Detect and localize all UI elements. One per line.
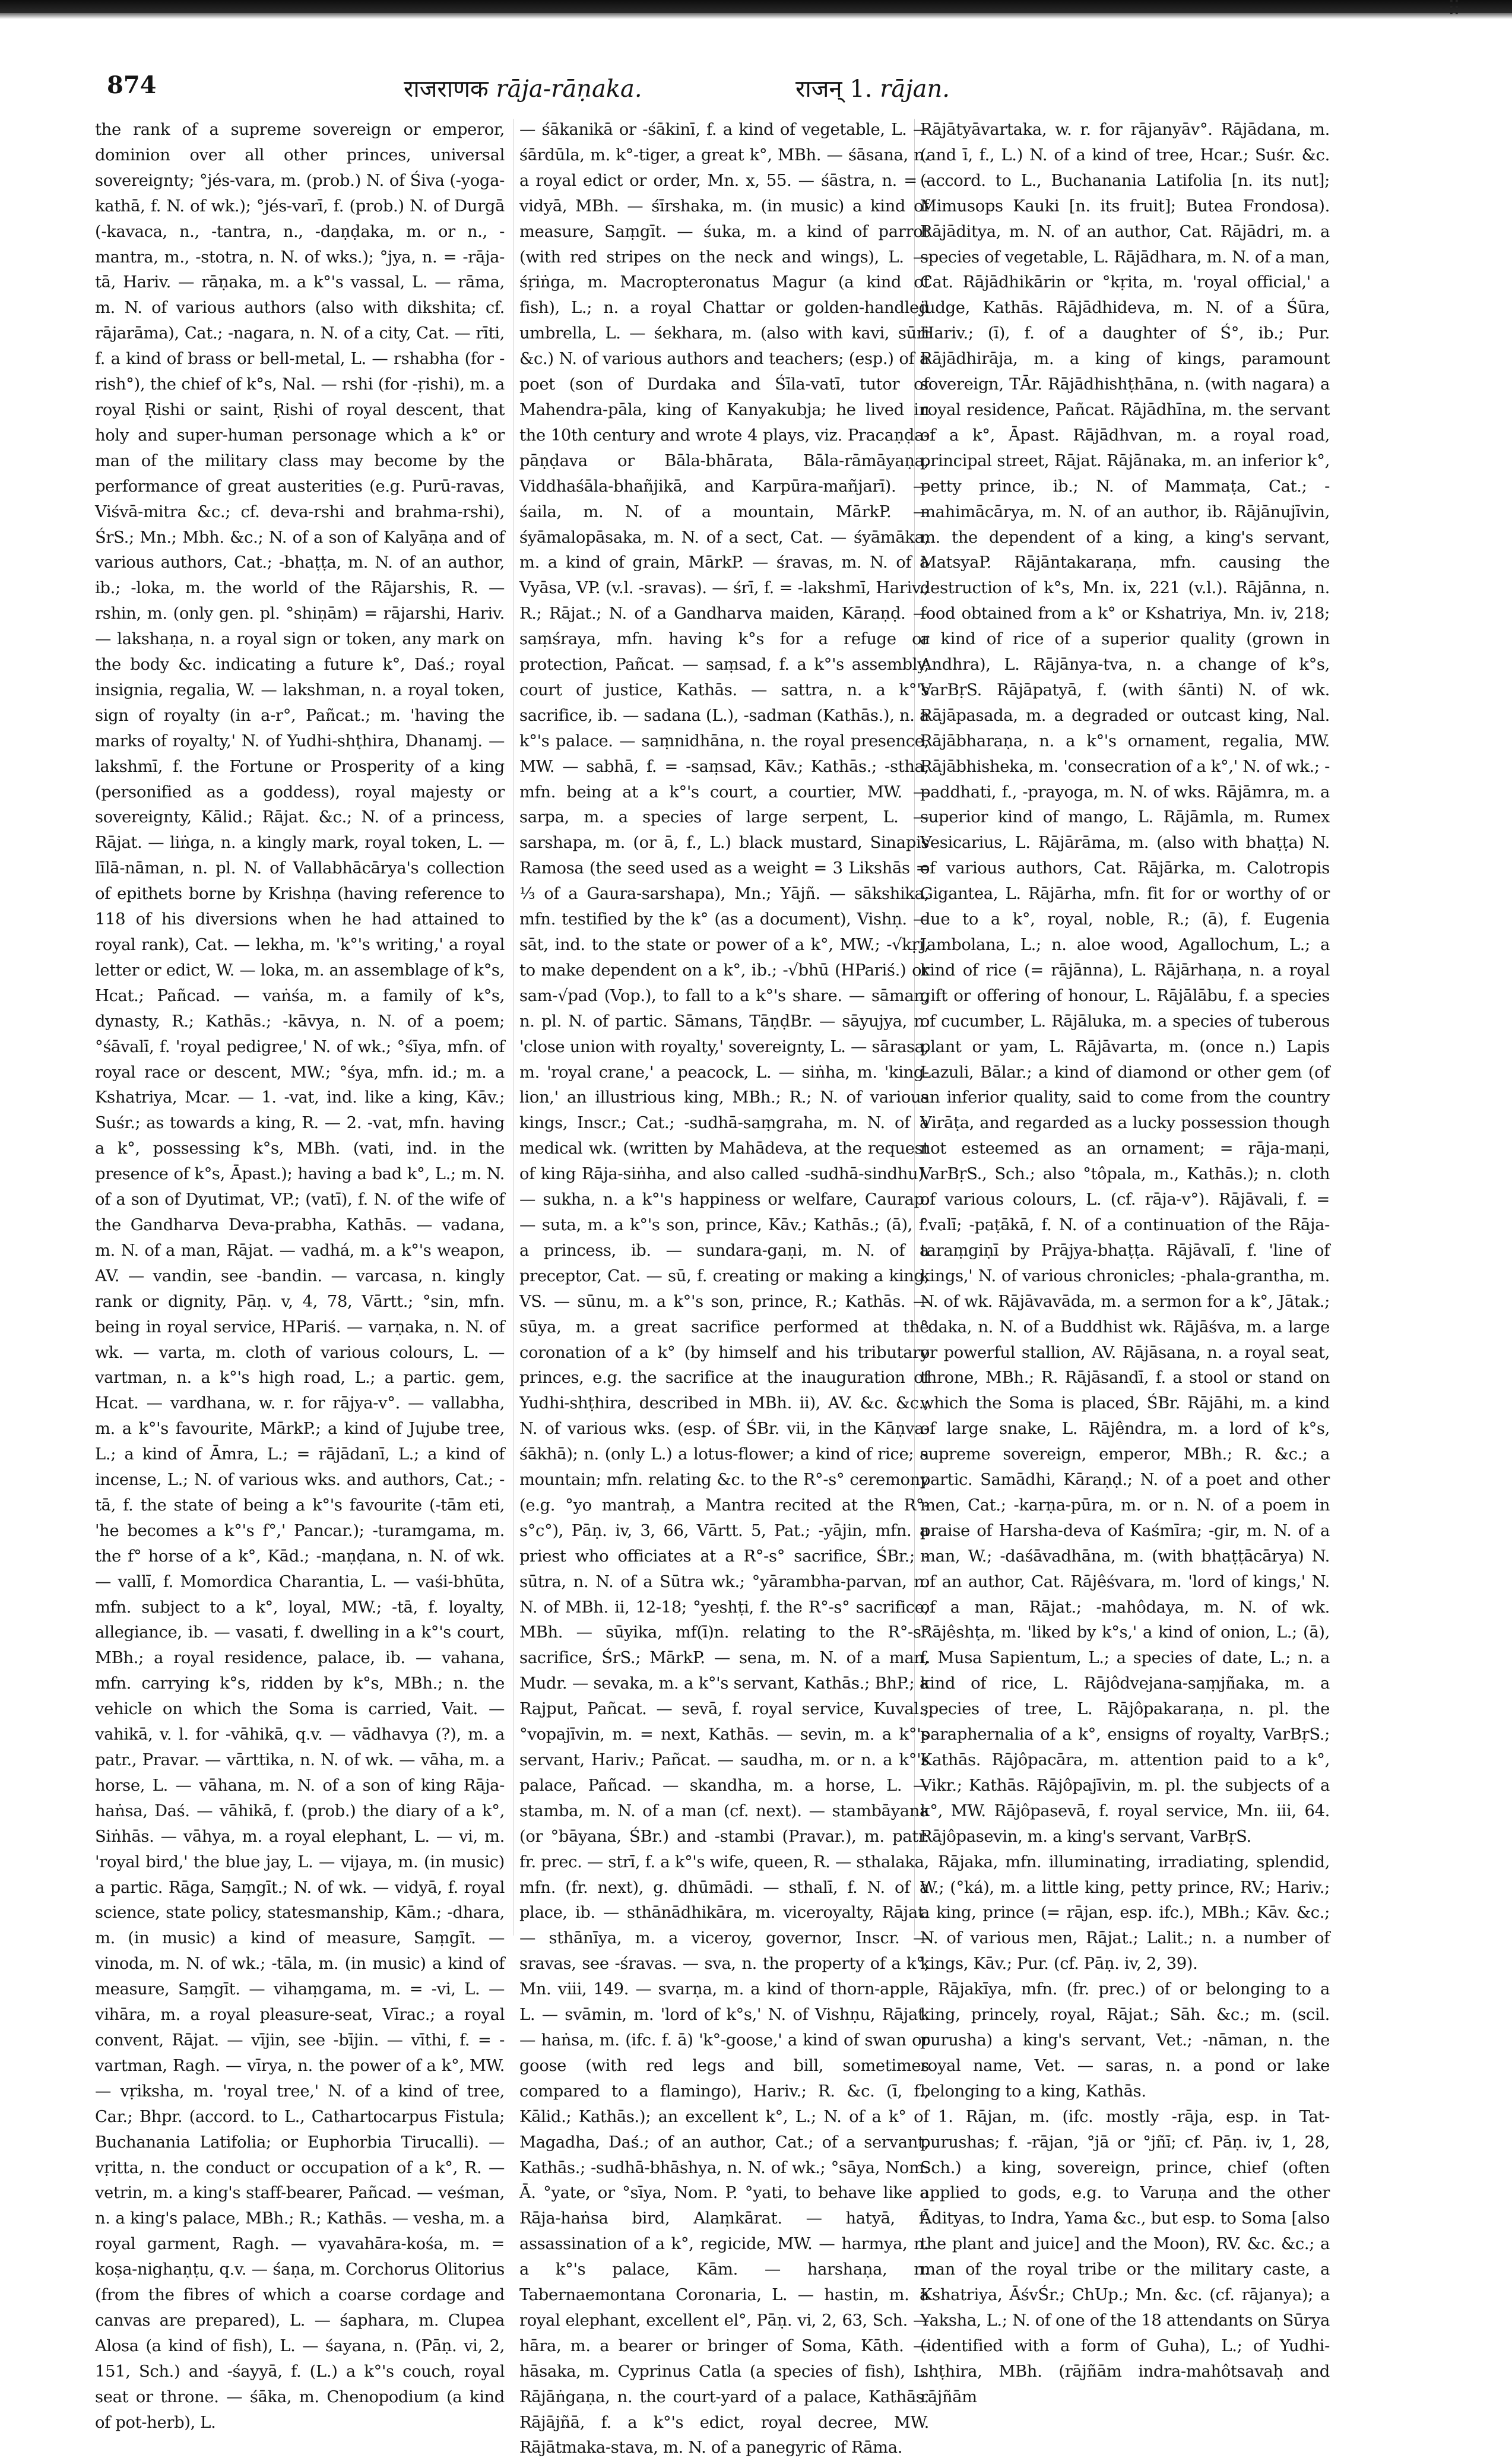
dictionary-column-3 [920,118,1330,2406]
running-head-left [404,71,642,113]
running-head-right-devanagari: राजन् [795,75,842,103]
scan-top-edge [0,0,1512,13]
running-head-left-translit: rāja-rāṇaka. [496,75,642,103]
running-head-right-translit: rājan. [880,75,950,103]
dictionary-column-2 [519,118,929,2457]
binding-marks: ⫶⫶ [1448,0,1459,21]
running-head-right-numeral: 1. [849,75,873,103]
scan-top-edge-shadow [0,13,1512,19]
dictionary-entries: the rank of a supreme sovereign or emperor, dominion over all other princes, universal sovereignty; °jés-vara, m. (prob.) N. of Śiva (-yoga-kathā, f. N. of wk.); °jés-varī, f. (prob.) N. of Durgā (-kavaca, n., -tantra, n., -daṇḍaka, m. or n., -mantra, m., -stotra, n. N. of wks.); °jya, n. = -rāja-tā, Hariv. — rāṇaka, m. a k°'s vassal, L. — rāma, m. N. of various authors (also with dikshita; cf. rājarāma), Cat.; -nagara, n. N. of a city, Cat. — rīti, f. a kind of brass or bell-metal, L. — rshabha (for -rish°), the chief of k°s, Nal. — rshi (for -ṛishi), m. a royal Ṛishi or saint, Ṛishi of royal descent, that holy and super-human personage which a k° or man of the military class may become by the performance of great austerities (e.g. Purū-ravas, Viśvā-mitra &c.; cf. deva-rshi and brahma-rshi), ŚrS.; Mn.; Mbh. &c.; N. of a son of Kalyāṇa and of various authors, Cat.; -bhaṭṭa, m. N. of an author, ib.; -loka, m. the world of the Rājarshis, R. — rshin, m. (only gen. pl. °shiṇām) = rājarshi, Hariv. — lakshaṇa, n. a royal sign or token, any mark on the body &c. indicating a future k°, Daś.; royal insignia, regalia, W. — lakshman, n. a royal token, sign of royalty (in a-r°, Pañcat.; m. 'having the marks of royalty,' N. of Yudhi-shṭhira, Dhanamj. — lakshmī, f. the Fortune or Prosperity of a king (personified as a goddess), royal majesty or sovereignty, Kālid.; Rājat. &c.; N. of a princess, Rājat. — liṅga, n. a kingly mark, royal token, L. — līlā-nāman, n. pl. N. of Vallabhācārya's collection of epithets borne by Krishṇa (having reference to 118 of his diversions when he had attained to royal rank), Cat. — lekha, m. 'k°'s writing,' a royal letter or edict, W. — loka, m. an assemblage of k°s, Hcat.; Pañcad. — vaṅśa, m. a family of k°s, dynasty, R.; Kathās.; -kāvya, n. N. of a poem; °śāvalī, f. 'royal pedigree,' N. of wk.; °śīya, mfn. of royal race or descent, MW.; °śya, mfn. id.; m. a Kshatriya, Mcar. — 1. -vat, ind. like a king, Kāv.; Suśr.; as towards a king, R. — 2. -vat, mfn. having a k°, possessing k°s, MBh. (vati, ind. in the presence of k°s, Āpast.); having a bad k°, L.; m. N. of a son of Dyutimat, VP.; (vatī), f. N. of the wife of the Gandharva Deva-prabha, Kathās. — vadana, m. N. of a man, Rājat. — vadhá, m. a k°'s weapon, AV. — vandin, see -bandin. — varcasa, n. kingly rank or dignity, Pāṇ. v, 4, 78, Vārtt.; °sin, mfn. being in royal service, HPariś. — varṇaka, n. N. of wk. — varta, m. cloth of various colours, L. — vartman, n. a k°'s high road, L.; a partic. gem, Hcat. — vardhana, w. r. for rājya-v°. — vallabha, m. a k°'s favourite, MārkP.; a kind of Jujube tree, L.; a kind of Āmra, L.; = rājādanī, L.; a kind of incense, L.; N. of various wks. and authors, Cat.; -tā, f. the state of being a k°'s favourite (-tām eti, 'he becomes a k°'s f°,' Pancar.); -turamgama, m. the f° horse of a k°, Kād.; -maṇḍana, n. N. of wk. — vallī, f. Momordica Charantia, L. — vaśi-bhūta, mfn. subject to a k°, loyal, MW.; -tā, f. loyalty, allegiance, ib. — vasati, f. dwelling in a k°'s court, MBh.; a royal residence, palace, ib. — vahana, mfn. carrying k°s, ridden by k°s, MBh.; n. the vehicle on which the Soma is carried, Vait. — vahikā, v. l. for -vāhikā, q.v. — vādhavya (?), m. a patr., Pravar. — vārttika, n. N. of wk. — vāha, m. a horse, L. — vāhana, m. N. of a son of king Rāja-haṅsa, Daś. — vāhikā, f. (prob.) the diary of a k°, Siṅhās. — vāhya, m. a royal elephant, L. — vi, m. 'royal bird,' the blue jay, L. — vijaya, m. (in music) a partic. Rāga, Saṃgīt.; N. of wk. — vidyā, f. royal science, state policy, statesmanship, Kām.; -dhara, m. (in music) a kind of measure, Saṃgīt. — vinoda, m. N. of wk.; -tāla, m. (in music) a kind of measure, Saṃgīt. — vihaṃgama, m. = -vi, L. — vihāra, m. a royal pleasure-seat, Vīrac.; a royal convent, Rājat. — vījin, see -bījin. — vīthi, f. = -vartman, Ragh. — vīrya, n. the power of a k°, MW. — vṛiksha, m. 'royal tree,' N. of a kind of tree, Car.; Bhpr. (accord. to L., Cathartocarpus Fistula; Buchanania Latifolia; or Euphorbia Tirucalli). — vṛitta, n. the conduct or occupation of a k°, R. — vetrin, m. a king's staff-bearer, Pañcad. — veśman, n. a king's palace, MBh.; R.; Kathās. — vesha, m. a royal garment, Ragh. — vyavahāra-kośa, m. = koṣa-nighaṇṭu, q.v. — śaṇa, m. Corchorus Olitorius (from the fibres of which a coarse cordage and canvas are prepared), L. — śaphara, m. Clupea Alosa (a kind of fish), L. — śayana, n. (Pāṇ. vi, 2, 151, Sch.) and -śayyā, f. (L.) a k°'s couch, royal seat or throne. — śāka, m. Chenopodium (a kind of pot-herb), L. [95,121,505,2432]
entry-rajaka: Rājaka, mfn. illuminating, irradiating, splendid, W.; (°ká), m. a little king, petty prince, RV.; Hariv.; a king, prince (= rājan, esp. ifc.), MBh.; Kāv. &c.; N. of various men, Rājat.; Lalit.; n. a number of kings, Kāv.; Pur. (cf. Pāṇ. iv, 2, 39). [920,1852,1330,1974]
page-number: 874 [107,71,157,99]
entry-rajan: 1. Rājan, m. (ifc. mostly -rāja, esp. in Tat-purushas; f. -rājan, °jā or °jñī; cf. Pāṇ. iv, 1, 28, Sch.) a king, sovereign, prince, chief (often applied to gods, e.g. to Varuṇa and the other Ādityas, to Indra, Yama &c., but esp. to Soma [also the plant and juice] and the Moon), RV. &c. &c.; a man of the royal tribe or the military caste, a Kshatriya, ĀśvŚr.; ChUp.; Mn. &c. (cf. rājanya); a Yaksha, L.; N. of one of the 18 attendants on Sūrya (identified with a form of Guha), L.; of Yudhi-shṭhira, MBh. (rājñām indra-mahôtsavaḥ and rājñām [920,2107,1330,2406]
running-head-left-devanagari: राजराणक [404,75,489,103]
dictionary-entries: Rājātyāvartaka, w. r. for rājanyāv°. Rājādana, m. (and ī, f., L.) N. of a kind of tree, Hcar.; Suśr. &c. (accord. to L., Buchanania Latifolia [n. its nut]; Mimusops Kauki [n. its fruit]; Butea Frondosa). Rājāditya, m. N. of an author, Cat. Rājādri, m. a species of vegetable, L. Rājādhara, m. N. of a man, Cat. Rājādhikārin or °kṛita, m. 'royal official,' a judge, Kathās. Rājādhideva, m. N. of a Śūra, Hariv.; (ī), f. of a daughter of Ś°, ib.; Pur. Rājādhirāja, m. a king of kings, paramount sovereign, TĀr. Rājādhishṭhāna, n. (with nagara) a royal residence, Pañcat. Rājādhīna, m. the servant of a k°, Āpast. Rājādhvan, m. a royal road, principal street, Rājat. Rājānaka, m. an inferior k°, petty prince, ib.; N. of Mammaṭa, Cat.; -mahimācārya, m. N. of an author, ib. Rājānujīvin, m. the dependent of a king, a king's servant, MatsyaP. Rājāntakaraṇa, mfn. causing the destruction of k°s, Mn. ix, 221 (v.l.). Rājānna, n. food obtained from a k° or Kshatriya, Mn. iv, 218; a kind of rice of a superior quality (grown in Andhra), L. Rājānya-tva, n. a change of k°s, VarBṛS. Rājāpatyā, f. (with śānti) N. of wk. Rājāpasada, m. a degraded or outcast king, Nal. Rājābharaṇa, n. a k°'s ornament, regalia, MW. Rājābhisheka, m. 'consecration of a k°,' N. of wk.; -paddhati, f., -prayoga, m. N. of wks. Rājāmra, m. a superior kind of mango, L. Rājāmla, m. Rumex Vesicarius, L. Rājārāma, m. (also with bhaṭṭa) N. of various authors, Cat. Rājārka, m. Calotropis Gigantea, L. Rājārha, mfn. fit for or worthy of or due to a k°, royal, noble, R.; (ā), f. Eugenia Jambolana, L.; n. aloe wood, Agallochum, L.; a kind of rice (= rājānna), L. Rājārhaṇa, n. a royal gift or offering of honour, L. Rājālābu, f. a species of cucumber, L. Rājāluka, m. a species of tuberous plant or yam, L. Rājāvarta, m. (once n.) Lapis Lazuli, Bālar.; a kind of diamond or other gem (of an inferior quality, said to come from the country Virāṭa, and regarded as a lucky possession though not esteemed as an ornament; = rāja-maṇi, VarBṛS., Sch.; also °tôpala, m., Kathās.); n. cloth of various colours, L. (cf. rāja-v°). Rājāvali, f. = °valī; -paṭākā, f. N. of a continuation of the Rāja-taraṃgiṇī by Prājya-bhaṭṭa. Rājāvalī, f. 'line of kings,' N. of various chronicles; -phala-grantha, m. N. of wk. Rājāvavāda, m. a sermon for a k°, Jātak.; °daka, n. N. of a Buddhist wk. Rājāśva, m. a large or powerful stallion, AV. Rājāsana, n. a royal seat, throne, MBh.; R. Rājāsandī, f. a stool or stand on which the Soma is placed, ŚBr. Rājāhi, m. a kind of large snake, L. Rājêndra, m. a lord of k°s, supreme sovereign, emperor, MBh.; R. &c.; a partic. Samādhi, Kāraṇḍ.; N. of a poet and other men, Cat.; -karṇa-pūra, m. or n. N. of a poem in praise of Harsha-deva of Kaśmīra; -gir, m. N. of a man, W.; -daśāvadhāna, m. (with bhaṭṭācārya) N. of an author, Cat. Rājêśvara, m. 'lord of kings,' N. of a man, Rājat.; -mahôdaya, m. N. of wk. Rājêshṭa, m. 'liked by k°s,' a kind of onion, L.; (ā), f. Musa Sapientum, L.; a species of date, L.; n. a kind of rice, L. Rājôdvejana-saṃjñaka, m. a species of tree, L. Rājôpakaraṇa, n. pl. the paraphernalia of a k°, ensigns of royalty, VarBṛS.; Kathās. Rājôpacāra, m. attention paid to a k°, Vikr.; Kathās. Rājôpajīvin, m. pl. the subjects of a k°, MW. Rājôpasevā, f. royal service, Mn. iii, 64. Rājôpasevin, m. a king's servant, VarBṛS. [920,121,1330,1846]
entry-rajakiya: Rājakīya, mfn. (fr. prec.) of or belonging to a king, princely, royal, Rājat.; Sāh. &c.; m. (scil. purusha) a king's servant, Vet.; -nāman, n. the royal name, Vet. — saras, n. a pond or lake belonging to a king, Kathās. [920,1980,1330,2101]
dictionary-column-1 [95,118,505,2432]
running-head-right [795,71,950,113]
dictionary-entries: — śākanikā or -śākinī, f. a kind of vegetable, L. — śārdūla, m. k°-tiger, a great k°, MBh. — śāsana, n. a royal edict or order, Mn. x, 55. — śāstra, n. = -vidyā, MBh. — śīrshaka, m. (in music) a kind of measure, Saṃgīt. — śuka, m. a kind of parrot (with red stripes on the neck and wings), L. — śṛiṅga, m. Macropteronatus Magur (a kind of fish), L.; n. a royal Chattar or golden-handled umbrella, L. — śekhara, m. (also with kavi, sūri &c.) N. of various authors and teachers; (esp.) of a poet (son of Durdaka and Śīla-vatī, tutor of Mahendra-pāla, king of Kanyakubja; he lived in the 10th century and wrote 4 plays, viz. Pracaṇḍa-pāṇḍava or Bāla-bhārata, Bāla-rāmāyaṇa, Viddhaśāla-bhañjikā, and Karpūra-mañjarī). — śaila, m. N. of a mountain, MārkP. — śyāmalopāsaka, m. N. of a sect, Cat. — śyāmāka, m. a kind of grain, MārkP. — śravas, m. N. of a Vyāsa, VP. (v.l. -sravas). — śrī, f. = -lakshmī, Hariv.; R.; Rājat.; N. of a Gandharva maiden, Kāraṇḍ. — saṃśraya, mfn. having k°s for a refuge or protection, Pañcat. — saṃsad, f. a k°'s assembly, court of justice, Kathās. — sattra, n. a k°'s sacrifice, ib. — sadana (L.), -sadman (Kathās.), n. a k°'s palace. — saṃnidhāna, n. the royal presence, MW. — sabhā, f. = -saṃsad, Kāv.; Kathās.; -stha, mfn. being at a k°'s court, a courtier, MW. — sarpa, m. a species of large serpent, L. — sarshapa, m. (or ā, f., L.) black mustard, Sinapis Ramosa (the seed used as a weight = 3 Likshās = ⅓ of a Gaura-sarshapa), Mn.; Yājñ. — sākshika, mfn. testified by the k° (as a document), Vishṇ. — sāt, ind. to the state or power of a k°, MW.; -√kṛi, to make dependent on a k°, ib.; -√bhū (HPariś.) or sam-√pad (Vop.), to fall to a k°'s share. — sāman, n. pl. N. of partic. Sāmans, TāṇḍBr. — sāyujya, n. 'close union with royalty,' sovereignty, L. — sārasa, m. 'royal crane,' a peacock, L. — siṅha, m. 'king-lion,' an illustrious king, MBh.; R.; N. of various kings, Inscr.; Cat.; -sudhā-saṃgraha, m. N. of a medical wk. (written by Mahādeva, at the request of king Rāja-siṅha, and also called -sudhā-sindhu). — sukha, n. a k°'s happiness or welfare, Caurap. — suta, m. a k°'s son, prince, Kāv.; Kathās.; (ā), f. a princess, ib. — sundara-gaṇi, m. N. of a preceptor, Cat. — sū, f. creating or making a king, VS. — sūnu, m. a k°'s son, prince, R.; Kathās. — sūya, m. a great sacrifice performed at the coronation of a k° (by himself and his tributary princes, e.g. the sacrifice at the inauguration of Yudhi-shṭhira, described in MBh. ii), AV. &c. &c.; N. of various wks. (esp. of ŚBr. vii, in the Kāṇva-śākhā); n. (only L.) a lotus-flower; a kind of rice; a mountain; mfn. relating &c. to the R°-s° ceremony (e.g. °yo mantraḥ, a Mantra recited at the R°-s°c°), Pāṇ. iv, 3, 66, Vārtt. 5, Pat.; -yājin, mfn. a priest who officiates at a R°-s° sacrifice, ŚBr.; -sūtra, n. N. of a Sūtra wk.; °yārambha-parvan, n. N. of MBh. ii, 12-18; °yeshṭi, f. the R°-s° sacrifice, MBh. — sūyika, mf(ī)n. relating to the R°-s° sacrifice, ŚrS.; MārkP. — sena, m. N. of a man, Mudr. — sevaka, m. a k°'s servant, Kathās.; BhP.; a Rajput, Pañcat. — sevā, f. royal service, Kuval.; °vopajīvin, m. = next, Kathās. — sevin, m. a k°'s servant, Hariv.; Pañcat. — saudha, m. or n. a k°'s palace, Pañcad. — skandha, m. a horse, L. — stamba, m. N. of a man (cf. next). — stambāyana (or °bāyana, ŚBr.) and -stambi (Pravar.), m. patr. fr. prec. — strī, f. a k°'s wife, queen, R. — sthalaka, mfn. (fr. next), g. dhūmādi. — sthalī, f. N. of a place, ib. — sthānādhikāra, m. viceroyalty, Rājat. — sthānīya, m. a viceroy, governor, Inscr. — sravas, see -śravas. — sva, n. the property of a k°, Mn. viii, 149. — svarṇa, m. a kind of thorn-apple, L. — svāmin, m. 'lord of k°s,' N. of Vishṇu, Rājat. — haṅsa, m. (ifc. f. ā) 'k°-goose,' a kind of swan or goose (with red legs and bill, sometimes compared to a flamingo), Hariv.; R. &c. (ī, f., Kālid.; Kathās.); an excellent k°, L.; N. of a k° of Magadha, Daś.; of an author, Cat.; of a servant, Kathās.; -sudhā-bhāshya, n. N. of wk.; °sāya, Nom. Ā. °yate, or °sīya, Nom. P. °yati, to behave like a Rāja-haṅsa bird, Alaṃkārat. — hatyā, f. assassination of a k°, regicide, MW. — harmya, n. a k°'s palace, Kām. — harshaṇa, n. Tabernaemontana Coronaria, L. — hastin, m. a royal elephant, excellent el°, Pāṇ. vi, 2, 63, Sch. — hāra, m. a bearer or bringer of Soma, Kāth. — hāsaka, m. Cyprinus Catla (a species of fish), L. Rājāṅgaṇa, n. the court-yard of a palace, Kathās. Rājājñā, f. a k°'s edict, royal decree, MW. Rājātmaka-stava, m. N. of a panegyric of Rāma. [519,121,929,2457]
